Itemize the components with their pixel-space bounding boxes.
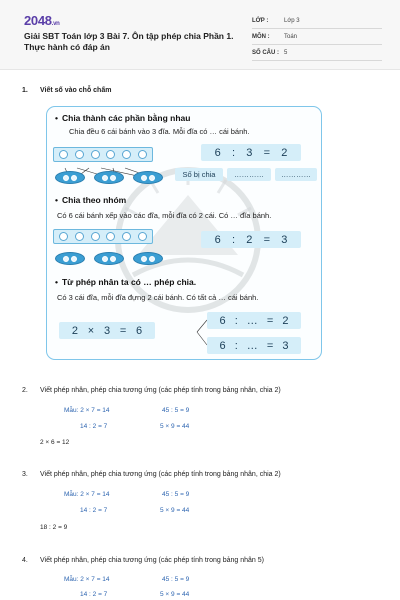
- division-equation-1: [201, 144, 301, 161]
- eq-term: 3: [246, 146, 253, 159]
- section-3-description: Có 3 cái đĩa, mỗi đĩa đựng 2 cái bánh. Có tất cả … cái bánh.: [57, 293, 259, 302]
- plate-icon: [94, 252, 124, 265]
- cake-icon: [138, 150, 147, 159]
- section-1-description: Chia đều 6 cái bánh vào 3 đĩa. Mỗi đĩa có … cái bánh.: [69, 127, 250, 136]
- cake-icon: [106, 150, 115, 159]
- meta-key: LỚP :: [252, 17, 269, 24]
- q2-col2-mul: 5 × 9 = 44: [160, 423, 190, 430]
- question-number: 4.: [22, 557, 28, 564]
- eq-term: 3: [282, 339, 289, 352]
- eq-term: :: [231, 233, 236, 246]
- site-logo[interactable]: [24, 13, 60, 28]
- eq-term: …: [246, 314, 258, 327]
- blank-divisor: …………: [227, 168, 271, 181]
- eq-term: ×: [87, 324, 95, 337]
- meta-key: SỐ CÂU :: [252, 49, 279, 56]
- meta-table: [252, 13, 382, 61]
- meta-row-question-count: [252, 45, 382, 61]
- question-1-heading: [22, 87, 111, 94]
- question-text: Viết phép nhân, phép chia tương ứng (các phép tính trong bảng nhân, chia 2): [40, 471, 281, 478]
- meta-key: MÔN :: [252, 33, 270, 40]
- eq-term: =: [263, 233, 271, 246]
- plate-icon: [133, 252, 163, 265]
- meta-value: 5: [284, 49, 288, 56]
- question-2-heading: [22, 387, 281, 394]
- logo-suffix: .vn: [51, 21, 60, 27]
- eq-term: =: [263, 146, 271, 159]
- q2-col2-div: 45 : 5 = 9: [162, 407, 190, 414]
- q3-col2-div: 45 : 5 = 9: [162, 491, 190, 498]
- eq-term: 2: [281, 146, 288, 159]
- meta-row-subject: [252, 29, 382, 45]
- eq-term: 6: [136, 324, 143, 337]
- cake-icon: [91, 232, 100, 241]
- division-equation-3b: [207, 337, 301, 354]
- q3-col2-mul: 5 × 9 = 44: [160, 507, 190, 514]
- cake-icon: [91, 150, 100, 159]
- label-dividend: Số bị chia: [175, 168, 223, 181]
- cake-icon: [138, 232, 147, 241]
- cake-icon: [59, 150, 68, 159]
- eq-term: 2: [246, 233, 253, 246]
- eq-term: 3: [103, 324, 111, 337]
- eq-term: =: [266, 339, 274, 352]
- q3-answer: 18 : 2 = 9: [40, 524, 68, 531]
- section-3-title: • Từ phép nhân ta có … phép chia.: [55, 277, 196, 287]
- eq-term: =: [119, 324, 127, 337]
- eq-term: =: [266, 314, 274, 327]
- eq-term: 3: [281, 233, 288, 246]
- question-text: Viết số vào chỗ chấm: [40, 87, 112, 94]
- eq-term: :: [231, 146, 236, 159]
- cake-strip: [53, 147, 153, 162]
- blank-quotient: …………: [275, 168, 317, 181]
- plate-icon: [55, 252, 85, 265]
- document-title: Giải SBT Toán lớp 3 Bài 7. Ôn tập phép chia Phần 1. Thực hành có đáp án: [24, 31, 234, 52]
- plate-icon: [133, 171, 163, 184]
- page-header: [0, 0, 400, 70]
- question-text: Viết phép nhân, phép chia tương ứng (các phép tính trong bảng nhân, chia 2): [40, 387, 281, 394]
- eq-term: 6: [219, 314, 226, 327]
- q3-sample-div: 14 : 2 = 7: [80, 507, 108, 514]
- eq-term: 2: [71, 324, 78, 337]
- plate-icon: [55, 171, 85, 184]
- cake-icon: [75, 232, 84, 241]
- question-number: 1.: [22, 87, 28, 94]
- q4-col2-mul: 5 × 9 = 44: [160, 591, 190, 598]
- division-equation-2: [201, 231, 301, 248]
- logo-main: 2048: [24, 13, 52, 28]
- question-number: 2.: [22, 387, 28, 394]
- q2-sample-mul: Mẫu: 2 × 7 = 14: [64, 407, 110, 414]
- meta-value: Lớp 3: [284, 17, 300, 24]
- q3-sample-mul: Mẫu: 2 × 7 = 14: [64, 491, 110, 498]
- eq-term: :: [234, 314, 238, 327]
- q4-sample-mul: Mẫu: 2 × 7 = 14: [64, 576, 110, 583]
- cake-icon: [59, 232, 68, 241]
- exercise-box: [46, 106, 322, 360]
- cake-icon: [122, 150, 131, 159]
- multiplication-equation: [59, 322, 155, 339]
- question-3-heading: [22, 471, 281, 478]
- cake-strip-2: [53, 229, 153, 244]
- meta-row-class: [252, 13, 382, 29]
- eq-term: 6: [214, 233, 221, 246]
- section-1-title: • Chia thành các phần bằng nhau: [55, 113, 190, 123]
- cake-icon: [75, 150, 84, 159]
- plate-icon: [94, 171, 124, 184]
- eq-term: :: [234, 339, 238, 352]
- q2-sample-div: 14 : 2 = 7: [80, 423, 108, 430]
- eq-term: …: [246, 339, 258, 352]
- question-number: 3.: [22, 471, 28, 478]
- section-2-description: Có 6 cái bánh xếp vào các đĩa, mỗi đĩa có 2 cái. Có … đĩa bánh.: [57, 211, 272, 220]
- eq-term: 2: [282, 314, 289, 327]
- eq-term: 6: [219, 339, 226, 352]
- meta-value: Toán: [284, 33, 298, 40]
- eq-term: 6: [214, 146, 221, 159]
- cake-icon: [122, 232, 131, 241]
- q4-sample-div: 14 : 2 = 7: [80, 591, 108, 598]
- q4-col2-div: 45 : 5 = 9: [162, 576, 190, 583]
- cake-icon: [106, 232, 115, 241]
- q2-answer: 2 × 6 = 12: [40, 439, 70, 446]
- section-2-title: • Chia theo nhóm: [55, 195, 126, 205]
- question-text: Viết phép nhân, phép chia tương ứng (các phép tính trong bảng nhân 5): [40, 557, 264, 564]
- question-4-heading: [22, 557, 264, 564]
- division-equation-3a: [207, 312, 301, 329]
